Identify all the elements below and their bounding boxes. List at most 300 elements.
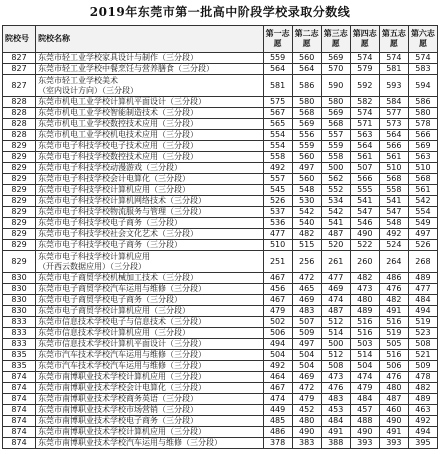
school-code-cell: 829 (3, 196, 36, 207)
score-cell-choice-4: 522 (350, 240, 379, 251)
table-row (3, 306, 438, 317)
score-cell-choice-2: 256 (292, 251, 321, 273)
score-cell-choice-1: 581 (263, 75, 292, 97)
header-row (3, 26, 438, 53)
score-cell-choice-5: 491 (379, 306, 408, 317)
score-cell-choice-4: 488 (350, 416, 379, 427)
school-name-cell (36, 218, 264, 229)
table-row (3, 405, 438, 416)
score-cell-choice-5: 519 (379, 328, 408, 339)
score-cell-choice-6: 477 (408, 284, 437, 295)
score-cell-choice-3: 580 (321, 97, 350, 108)
school-code-cell: 828 (3, 97, 36, 108)
score-cell-choice-1: 559 (263, 53, 292, 64)
score-cell-choice-1: 474 (263, 394, 292, 405)
table-row (3, 438, 438, 449)
score-cell-choice-5: 584 (379, 97, 408, 108)
score-cell-choice-1: 485 (263, 416, 292, 427)
score-cell-choice-1: 486 (263, 427, 292, 438)
school-code-cell: 829 (3, 218, 36, 229)
score-cell-choice-6: 526 (408, 240, 437, 251)
score-cell-choice-5: 593 (379, 75, 408, 97)
score-cell-choice-3: 590 (321, 75, 350, 97)
score-cell-choice-4: 480 (350, 295, 379, 306)
score-cell-choice-1: 251 (263, 251, 292, 273)
score-cell-choice-6: 509 (408, 361, 437, 372)
score-cell-choice-3: 508 (321, 361, 350, 372)
school-name-cell (36, 361, 264, 372)
header-choice-1: 第一志愿 (263, 26, 292, 53)
school-name-cell (36, 141, 264, 152)
school-name-line: 东莞市南博职业技术学校电子商务（三分段） (38, 416, 199, 425)
score-cell-choice-6: 519 (408, 317, 437, 328)
score-cell-choice-4: 571 (350, 119, 379, 130)
score-cell-choice-4: 574 (350, 53, 379, 64)
school-code-cell: 828 (3, 119, 36, 130)
score-cell-choice-3: 476 (321, 383, 350, 394)
score-cell-choice-1: 536 (263, 218, 292, 229)
school-name-cell (36, 383, 264, 394)
score-cell-choice-5: 505 (379, 339, 408, 350)
score-cell-choice-5: 581 (379, 64, 408, 75)
score-cell-choice-3: 491 (321, 427, 350, 438)
school-name-cell (36, 306, 264, 317)
score-cell-choice-2: 556 (292, 130, 321, 141)
score-cell-choice-5: 480 (379, 383, 408, 394)
score-cell-choice-6: 542 (408, 196, 437, 207)
school-name-line: 东莞市电子科技学校计算机应用（三分段） (38, 185, 191, 194)
score-cell-choice-6: 489 (408, 273, 437, 284)
score-cell-choice-2: 542 (292, 207, 321, 218)
school-name-line: 东莞市机电工业学校机电技术应用（三分段） (38, 130, 199, 139)
score-cell-choice-2: 497 (292, 163, 321, 174)
score-cell-choice-3: 500 (321, 163, 350, 174)
school-name-line: （室内设计方向）（三分段） (38, 85, 139, 95)
score-cell-choice-3: 552 (321, 185, 350, 196)
score-cell-choice-2: 480 (292, 416, 321, 427)
score-cell-choice-4: 490 (350, 427, 379, 438)
score-cell-choice-5: 490 (379, 416, 408, 427)
school-name-line: 东莞市轻工业学校中餐烹饪与营养膳食（三分段） (38, 64, 215, 73)
score-cell-choice-1: 467 (263, 295, 292, 306)
score-cell-choice-3: 542 (321, 207, 350, 218)
score-cell-choice-6: 586 (408, 97, 437, 108)
school-name-line: 东莞市信息技术学校计算机平面设计（三分段） (38, 339, 207, 348)
score-table (2, 25, 438, 449)
score-cell-choice-6: 568 (408, 174, 437, 185)
header-choice-3: 第三志愿 (321, 26, 350, 53)
score-cell-choice-4: 479 (350, 383, 379, 394)
school-code-cell: 874 (3, 394, 36, 405)
score-cell-choice-1: 565 (263, 119, 292, 130)
score-cell-choice-5: 516 (379, 317, 408, 328)
score-cell-choice-6: 492 (408, 416, 437, 427)
score-cell-choice-1: 456 (263, 284, 292, 295)
score-cell-choice-4: 516 (350, 328, 379, 339)
score-cell-choice-5: 482 (379, 295, 408, 306)
school-name-cell (36, 273, 264, 284)
score-cell-choice-4: 473 (350, 284, 379, 295)
score-cell-choice-2: 586 (292, 75, 321, 97)
score-cell-choice-3: 261 (321, 251, 350, 273)
table-row (3, 141, 438, 152)
school-code-cell: 874 (3, 383, 36, 394)
score-cell-choice-3: 559 (321, 141, 350, 152)
score-cell-choice-4: 484 (350, 394, 379, 405)
score-cell-choice-6: 484 (408, 295, 437, 306)
score-cell-choice-1: 467 (263, 273, 292, 284)
score-cell-choice-5: 516 (379, 350, 408, 361)
score-cell-choice-3: 483 (321, 394, 350, 405)
score-cell-choice-2: 568 (292, 108, 321, 119)
school-code-cell: 830 (3, 273, 36, 284)
score-cell-choice-1: 510 (263, 240, 292, 251)
table-row (3, 97, 438, 108)
score-cell-choice-6: 578 (408, 119, 437, 130)
score-cell-choice-4: 592 (350, 75, 379, 97)
school-name-cell (36, 75, 264, 97)
score-cell-choice-2: 469 (292, 295, 321, 306)
score-cell-choice-5: 568 (379, 174, 408, 185)
score-cell-choice-5: 492 (379, 229, 408, 240)
school-code-cell: 827 (3, 53, 36, 64)
score-cell-choice-2: 548 (292, 185, 321, 196)
school-name-line: 东莞市机电工业学校智能制造技术（三分段） (38, 108, 199, 117)
school-name-cell (36, 251, 264, 273)
school-name-line: 东莞市电子科技学校物流服务与管理（三分段） (38, 207, 207, 216)
score-cell-choice-1: 504 (263, 350, 292, 361)
score-cell-choice-2: 530 (292, 196, 321, 207)
table-row (3, 251, 438, 273)
school-name-line: 东莞市电子商贸学校汽车运用与维修（三分段） (38, 284, 207, 293)
school-code-cell: 874 (3, 438, 36, 449)
score-cell-choice-3: 487 (321, 306, 350, 317)
school-name-line: 东莞市轻工业学校家具设计与制作（三分段） (38, 53, 199, 62)
school-name-cell (36, 163, 264, 174)
school-code-cell: 833 (3, 317, 36, 328)
header-choice-2: 第二志愿 (292, 26, 321, 53)
school-name-cell (36, 185, 264, 196)
school-name-cell (36, 119, 264, 130)
table-row (3, 339, 438, 350)
score-cell-choice-2: 482 (292, 229, 321, 240)
school-code-cell: 829 (3, 229, 36, 240)
score-cell-choice-3: 469 (321, 284, 350, 295)
score-cell-choice-5: 577 (379, 108, 408, 119)
score-cell-choice-2: 452 (292, 405, 321, 416)
header-choice-5: 第五志愿 (379, 26, 408, 53)
score-cell-choice-2: 559 (292, 141, 321, 152)
school-name-line: （开西云数据应用）（三分段） (38, 261, 147, 271)
school-name-line: 东莞市电子科技学校计算机应用 (38, 251, 151, 261)
school-name-cell (36, 372, 264, 383)
school-code-cell: 829 (3, 141, 36, 152)
score-cell-choice-2: 472 (292, 383, 321, 394)
score-cell-choice-5: 476 (379, 372, 408, 383)
table-row (3, 130, 438, 141)
score-cell-choice-6: 508 (408, 339, 437, 350)
score-cell-choice-4: 561 (350, 152, 379, 163)
score-cell-choice-4: 566 (350, 174, 379, 185)
score-cell-choice-5: 510 (379, 163, 408, 174)
score-cell-choice-4: 507 (350, 163, 379, 174)
school-name-cell (36, 394, 264, 405)
school-name-cell (36, 152, 264, 163)
score-cell-choice-3: 487 (321, 229, 350, 240)
score-cell-choice-3: 569 (321, 108, 350, 119)
school-code-cell: 833 (3, 328, 36, 339)
score-cell-choice-6: 574 (408, 53, 437, 64)
school-name-cell (36, 416, 264, 427)
table-row (3, 416, 438, 427)
score-cell-choice-4: 393 (350, 438, 379, 449)
school-code-cell: 829 (3, 240, 36, 251)
school-name-cell (36, 97, 264, 108)
score-cell-choice-3: 512 (321, 350, 350, 361)
score-cell-choice-5: 460 (379, 405, 408, 416)
score-cell-choice-2: 497 (292, 339, 321, 350)
score-cell-choice-1: 479 (263, 306, 292, 317)
score-cell-choice-6: 523 (408, 328, 437, 339)
school-name-line: 东莞市汽车技术学校汽车运用与维修（三分段） (38, 350, 207, 359)
score-cell-choice-1: 575 (263, 97, 292, 108)
school-name-cell (36, 438, 264, 449)
school-name-line: 东莞市电子商贸学校计算机应用（三分段） (38, 306, 191, 315)
score-cell-choice-2: 564 (292, 64, 321, 75)
score-cell-choice-3: 569 (321, 53, 350, 64)
score-cell-choice-3: 557 (321, 130, 350, 141)
school-code-cell: 829 (3, 152, 36, 163)
school-code-cell: 829 (3, 163, 36, 174)
school-name-cell (36, 317, 264, 328)
score-cell-choice-5: 558 (379, 185, 408, 196)
school-code-cell: 828 (3, 130, 36, 141)
school-name-cell (36, 295, 264, 306)
score-cell-choice-2: 580 (292, 97, 321, 108)
score-cell-choice-2: 560 (292, 174, 321, 185)
score-cell-choice-2: 540 (292, 218, 321, 229)
school-code-cell: 874 (3, 427, 36, 438)
score-cell-choice-6: 554 (408, 207, 437, 218)
score-cell-choice-3: 570 (321, 64, 350, 75)
table-row (3, 427, 438, 438)
table-row (3, 372, 438, 383)
score-cell-choice-4: 541 (350, 196, 379, 207)
school-name-line: 东莞市电子科技学校会计电算化（三分段） (38, 174, 191, 183)
score-cell-choice-1: 537 (263, 207, 292, 218)
table-row (3, 273, 438, 284)
score-cell-choice-5: 393 (379, 438, 408, 449)
table-row (3, 174, 438, 185)
school-name-line: 东莞市电子商贸学校机械加工技术（三分段） (38, 273, 199, 282)
school-code-cell: 874 (3, 405, 36, 416)
score-cell-choice-1: 449 (263, 405, 292, 416)
score-cell-choice-5: 548 (379, 218, 408, 229)
score-cell-choice-5: 486 (379, 273, 408, 284)
score-cell-choice-4: 474 (350, 372, 379, 383)
score-cell-choice-2: 465 (292, 284, 321, 295)
score-cell-choice-2: 490 (292, 427, 321, 438)
score-cell-choice-1: 526 (263, 196, 292, 207)
school-code-cell: 827 (3, 64, 36, 75)
school-code-cell: 829 (3, 207, 36, 218)
score-cell-choice-5: 561 (379, 152, 408, 163)
score-cell-choice-6: 497 (408, 229, 437, 240)
score-cell-choice-6: 583 (408, 64, 437, 75)
school-code-cell: 835 (3, 350, 36, 361)
table-row (3, 350, 438, 361)
score-cell-choice-2: 569 (292, 119, 321, 130)
score-cell-choice-4: 516 (350, 317, 379, 328)
score-cell-choice-2: 509 (292, 328, 321, 339)
score-cell-choice-6: 489 (408, 394, 437, 405)
score-cell-choice-4: 563 (350, 130, 379, 141)
score-cell-choice-6: 395 (408, 438, 437, 449)
score-cell-choice-2: 504 (292, 361, 321, 372)
table-row (3, 240, 438, 251)
score-cell-choice-4: 514 (350, 350, 379, 361)
score-cell-choice-5: 573 (379, 119, 408, 130)
score-cell-choice-4: 579 (350, 64, 379, 75)
score-cell-choice-2: 504 (292, 350, 321, 361)
score-cell-choice-5: 491 (379, 427, 408, 438)
score-cell-choice-2: 472 (292, 273, 321, 284)
score-cell-choice-3: 514 (321, 328, 350, 339)
score-cell-choice-1: 545 (263, 185, 292, 196)
school-code-cell: 829 (3, 185, 36, 196)
score-cell-choice-3: 562 (321, 174, 350, 185)
score-cell-choice-5: 547 (379, 207, 408, 218)
school-name-cell (36, 405, 264, 416)
table-row (3, 284, 438, 295)
school-name-line: 东莞市南博职业技术学校计算机应用（三分段） (38, 427, 207, 436)
score-cell-choice-4: 546 (350, 218, 379, 229)
score-cell-choice-6: 580 (408, 108, 437, 119)
school-code-cell: 830 (3, 284, 36, 295)
score-cell-choice-5: 566 (379, 141, 408, 152)
school-code-cell: 835 (3, 361, 36, 372)
score-cell-choice-4: 504 (350, 361, 379, 372)
score-cell-choice-5: 264 (379, 251, 408, 273)
table-row (3, 394, 438, 405)
score-cell-choice-2: 483 (292, 306, 321, 317)
score-cell-choice-3: 541 (321, 218, 350, 229)
score-cell-choice-2: 515 (292, 240, 321, 251)
school-name-cell (36, 130, 264, 141)
score-cell-choice-3: 477 (321, 273, 350, 284)
score-cell-choice-2: 507 (292, 317, 321, 328)
school-name-cell (36, 108, 264, 119)
score-cell-choice-4: 582 (350, 97, 379, 108)
table-row (3, 75, 438, 97)
school-name-cell (36, 328, 264, 339)
score-cell-choice-4: 457 (350, 405, 379, 416)
score-cell-choice-1: 464 (263, 372, 292, 383)
school-code-cell: 874 (3, 372, 36, 383)
school-code-cell: 829 (3, 174, 36, 185)
table-row (3, 218, 438, 229)
school-code-cell: 874 (3, 416, 36, 427)
score-cell-choice-5: 574 (379, 53, 408, 64)
score-cell-choice-3: 558 (321, 152, 350, 163)
score-cell-choice-1: 506 (263, 328, 292, 339)
score-cell-choice-6: 510 (408, 163, 437, 174)
score-cell-choice-5: 524 (379, 240, 408, 251)
score-cell-choice-4: 574 (350, 108, 379, 119)
table-row (3, 229, 438, 240)
school-name-line: 东莞市机电工业学校计算机平面设计（三分段） (38, 97, 207, 106)
score-cell-choice-6: 563 (408, 152, 437, 163)
score-cell-choice-6: 482 (408, 383, 437, 394)
header-school-name: 院校名称 (36, 26, 264, 53)
score-cell-choice-4: 482 (350, 273, 379, 284)
header-choice-4: 第四志愿 (350, 26, 379, 53)
sheet-title: 2019年东莞市第一批高中阶段学校录取分数线 (89, 5, 351, 19)
score-cell-choice-4: 547 (350, 207, 379, 218)
school-name-line: 东莞市机电工业学校数控技术应用（三分段） (38, 119, 199, 128)
school-name-cell (36, 207, 264, 218)
score-cell-choice-6: 478 (408, 372, 437, 383)
school-name-cell (36, 339, 264, 350)
school-name-cell (36, 196, 264, 207)
score-cell-choice-3: 473 (321, 372, 350, 383)
school-name-cell (36, 427, 264, 438)
header-school-code: 院校号 (3, 26, 36, 53)
school-code-cell: 828 (3, 108, 36, 119)
table-row (3, 328, 438, 339)
school-name-cell (36, 350, 264, 361)
score-cell-choice-3: 534 (321, 196, 350, 207)
school-name-line: 东莞市电子科技学校计算机网络技术（三分段） (38, 196, 207, 205)
score-cell-choice-1: 564 (263, 64, 292, 75)
table-row (3, 383, 438, 394)
score-cell-choice-3: 484 (321, 416, 350, 427)
score-cell-choice-6: 268 (408, 251, 437, 273)
header-choice-6: 第六志愿 (408, 26, 437, 53)
school-name-line: 东莞市南博职业技术学校市场营销（三分段） (38, 405, 199, 414)
score-cell-choice-6: 549 (408, 218, 437, 229)
score-table-body (3, 53, 438, 449)
score-cell-choice-2: 479 (292, 394, 321, 405)
score-cell-choice-4: 260 (350, 251, 379, 273)
score-cell-choice-4: 490 (350, 229, 379, 240)
table-row (3, 185, 438, 196)
score-cell-choice-1: 554 (263, 130, 292, 141)
score-cell-choice-5: 541 (379, 196, 408, 207)
table-row (3, 196, 438, 207)
school-name-line: 东莞市电子科技学校电子商务（三分段） (38, 218, 183, 227)
score-cell-choice-4: 555 (350, 185, 379, 196)
score-cell-choice-5: 564 (379, 130, 408, 141)
score-cell-choice-2: 383 (292, 438, 321, 449)
school-code-cell: 829 (3, 251, 36, 273)
table-row (3, 207, 438, 218)
score-cell-choice-3: 512 (321, 317, 350, 328)
table-row (3, 53, 438, 64)
table-row (3, 152, 438, 163)
score-cell-choice-6: 561 (408, 185, 437, 196)
school-code-cell: 827 (3, 75, 36, 97)
score-cell-choice-6: 521 (408, 350, 437, 361)
school-name-cell (36, 284, 264, 295)
school-name-cell (36, 240, 264, 251)
school-name-line: 东莞市南博职业技术学校汽车运用与维修（三分段） (38, 438, 223, 447)
school-name-line: 东莞市轻工业学校美术 (38, 75, 119, 85)
score-cell-choice-6: 494 (408, 427, 437, 438)
score-cell-choice-1: 554 (263, 141, 292, 152)
school-code-cell: 833 (3, 339, 36, 350)
school-code-cell: 830 (3, 295, 36, 306)
